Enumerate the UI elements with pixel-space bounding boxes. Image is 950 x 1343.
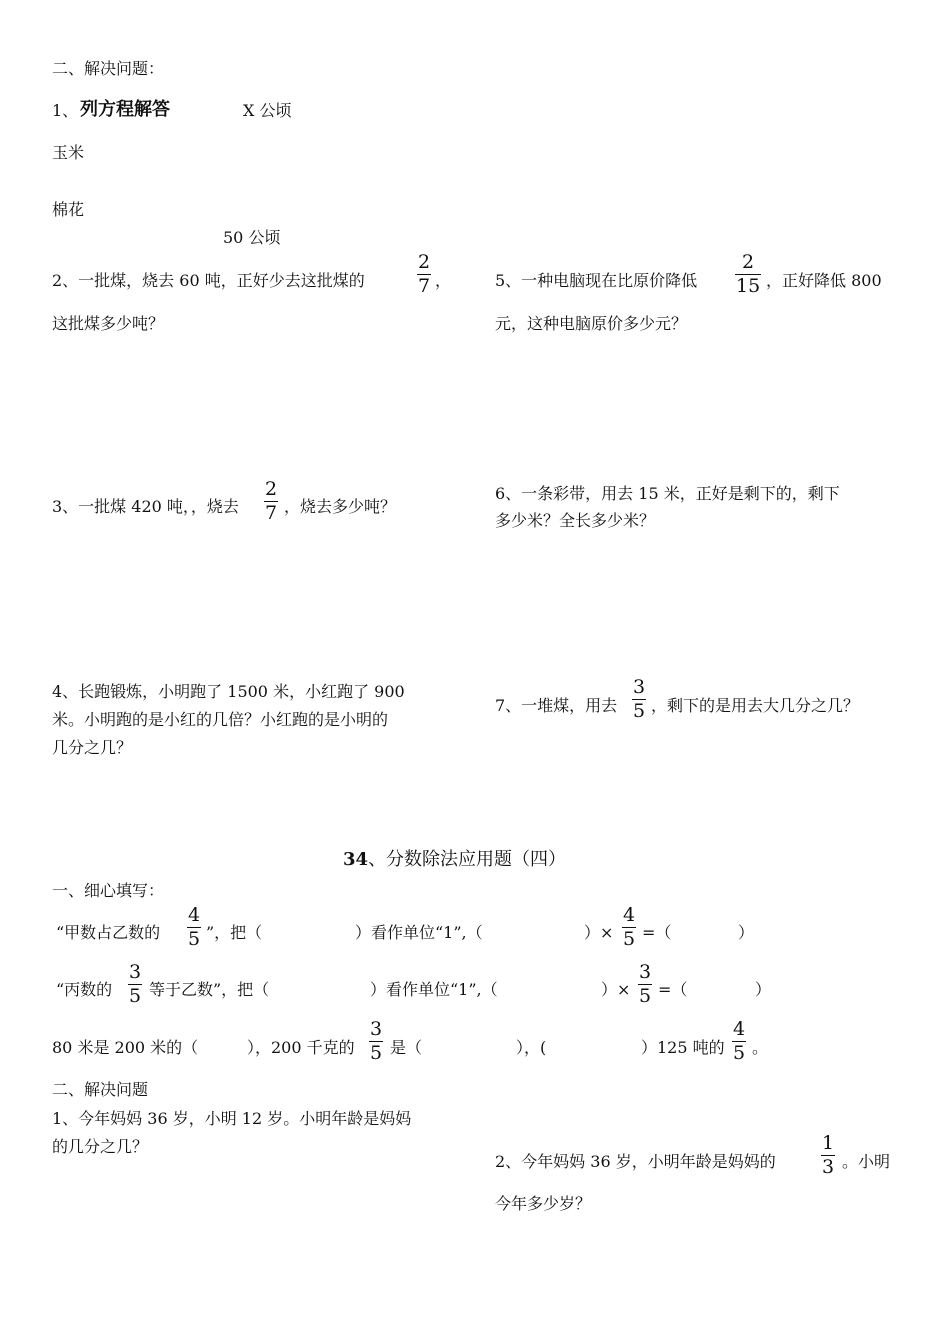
- q2-fraction: [417, 252, 431, 296]
- fill3-fraction: [369, 1019, 383, 1063]
- fraction-denominator: 5: [188, 928, 201, 950]
- fraction-numerator: 4: [188, 904, 201, 926]
- q1-total-label: 50 公顷: [223, 228, 281, 247]
- fill1-text-d: ）×: [584, 923, 614, 942]
- fraction-numerator: 4: [623, 904, 636, 926]
- fraction-denominator: 5: [633, 700, 646, 722]
- fill3-text-d: ），(: [516, 1038, 547, 1057]
- fraction-denominator: 7: [418, 275, 431, 297]
- fill1-text-f: ）: [738, 923, 755, 942]
- fill3-text-c: 是（: [390, 1038, 423, 1057]
- q4-text-line2: 米。小明跑的是小红的几倍？小红跑的是小明的: [52, 710, 389, 729]
- fill3-fraction-2: [732, 1019, 746, 1063]
- q1-unknown-label: X 公顷: [243, 101, 292, 120]
- fraction-denominator: 5: [370, 1042, 383, 1064]
- s1-text-line2: 的几分之几？: [52, 1137, 149, 1156]
- fraction-numerator: 3: [129, 961, 142, 983]
- page-title: [343, 849, 566, 871]
- fraction-denominator: 5: [733, 1042, 746, 1064]
- q3-text-tail: ，烧去多少吨？: [284, 497, 397, 516]
- fraction-numerator: 2: [742, 251, 755, 273]
- fraction-numerator: 3: [633, 676, 646, 698]
- q4-text: 4、长跑锻炼，小明跑了 1500 米，小红跑了 900: [52, 682, 405, 701]
- section-heading-solve: 二、解决问题：: [52, 59, 165, 78]
- fill-heading: 一、细心填写：: [52, 881, 165, 900]
- q2-text-tail: ，: [435, 271, 452, 290]
- q7-text-tail: ，剩下的是用去大几分之几？: [651, 696, 860, 715]
- s2-text-tail: 。小明: [842, 1152, 891, 1171]
- solve-heading: 二、解决问题: [52, 1080, 149, 1099]
- q1-corn-label: 玉米: [52, 143, 85, 162]
- q5-text-tail: ，正好降低 800: [766, 271, 882, 290]
- fill1-fraction: [187, 905, 201, 949]
- fraction-denominator: 5: [623, 928, 636, 950]
- q2-text-line2: 这批煤多少吨？: [52, 314, 165, 333]
- fill3-text-a: 80 米是 200 米的（: [52, 1038, 199, 1057]
- q3-text: 3、一批煤 420 吨，，烧去: [52, 497, 239, 516]
- fill2-text-a: “丙数的: [56, 980, 113, 999]
- fill2-text-c: ）看作单位“1”,（: [370, 980, 498, 999]
- fill2-text-d: ）×: [601, 980, 631, 999]
- q7-fraction: [632, 677, 646, 721]
- q5-text: 5、一种电脑现在比原价降低: [495, 271, 698, 290]
- fraction-numerator: 2: [265, 478, 278, 500]
- fraction-numerator: 3: [639, 961, 652, 983]
- fill1-text-e: =（: [642, 923, 672, 942]
- fill1-fraction-2: [622, 905, 636, 949]
- fill2-text-e: =（: [658, 980, 688, 999]
- fill2-text-b: 等于乙数”，把（: [149, 980, 270, 999]
- fill1-text-a: “甲数占乙数的: [56, 923, 161, 942]
- fill3-text-b: ），200 千克的: [247, 1038, 355, 1057]
- fraction-numerator: 4: [733, 1018, 746, 1040]
- fill3-text-f: 。: [752, 1038, 769, 1057]
- s1-text: 1、今年妈妈 36 岁，小明 12 岁。小明年龄是妈妈: [52, 1109, 412, 1128]
- title-number: 34: [343, 849, 369, 870]
- q5-text-line2: 元，这种电脑原价多少元？: [495, 314, 688, 333]
- fraction-numerator: 2: [418, 251, 431, 273]
- fraction-numerator: 1: [822, 1132, 835, 1154]
- q3-fraction: [264, 479, 278, 523]
- q6-text: 6、一条彩带，用去 15 米，正好是剩下的，剩下: [495, 484, 840, 503]
- fill2-text-f: ）: [755, 980, 772, 999]
- q2-text: 2、一批煤，烧去 60 吨，正好少去这批煤的: [52, 271, 365, 290]
- s2-fraction: [821, 1133, 835, 1177]
- fraction-denominator: 7: [265, 502, 278, 524]
- fill1-text-b: ”，把（: [206, 923, 263, 942]
- q4-text-line3: 几分之几？: [52, 738, 133, 757]
- fraction-denominator: 5: [129, 985, 142, 1007]
- q7-text: 7、一堆煤，用去: [495, 696, 618, 715]
- title-text: 、分数除法应用题（四）: [368, 849, 567, 870]
- fill1-text-c: ）看作单位“1”,（: [355, 923, 483, 942]
- fill2-fraction-2: [638, 962, 652, 1006]
- q5-fraction: [735, 252, 761, 296]
- q1-cotton-label: 棉花: [52, 200, 85, 219]
- q6-text-line2: 多少米？全长多少米？: [495, 511, 656, 530]
- fill3-text-e: ）125 吨的: [641, 1038, 725, 1057]
- s2-text: 2、今年妈妈 36 岁，小明年龄是妈妈的: [495, 1152, 776, 1171]
- q1-number: 1、: [52, 101, 79, 120]
- fill2-fraction: [128, 962, 142, 1006]
- fraction-numerator: 3: [370, 1018, 383, 1040]
- fraction-denominator: 15: [736, 275, 761, 297]
- s2-text-line2: 今年多少岁？: [495, 1194, 592, 1213]
- fraction-denominator: 3: [822, 1156, 835, 1178]
- q1-title: 列方程解答: [80, 99, 170, 120]
- fraction-denominator: 5: [639, 985, 652, 1007]
